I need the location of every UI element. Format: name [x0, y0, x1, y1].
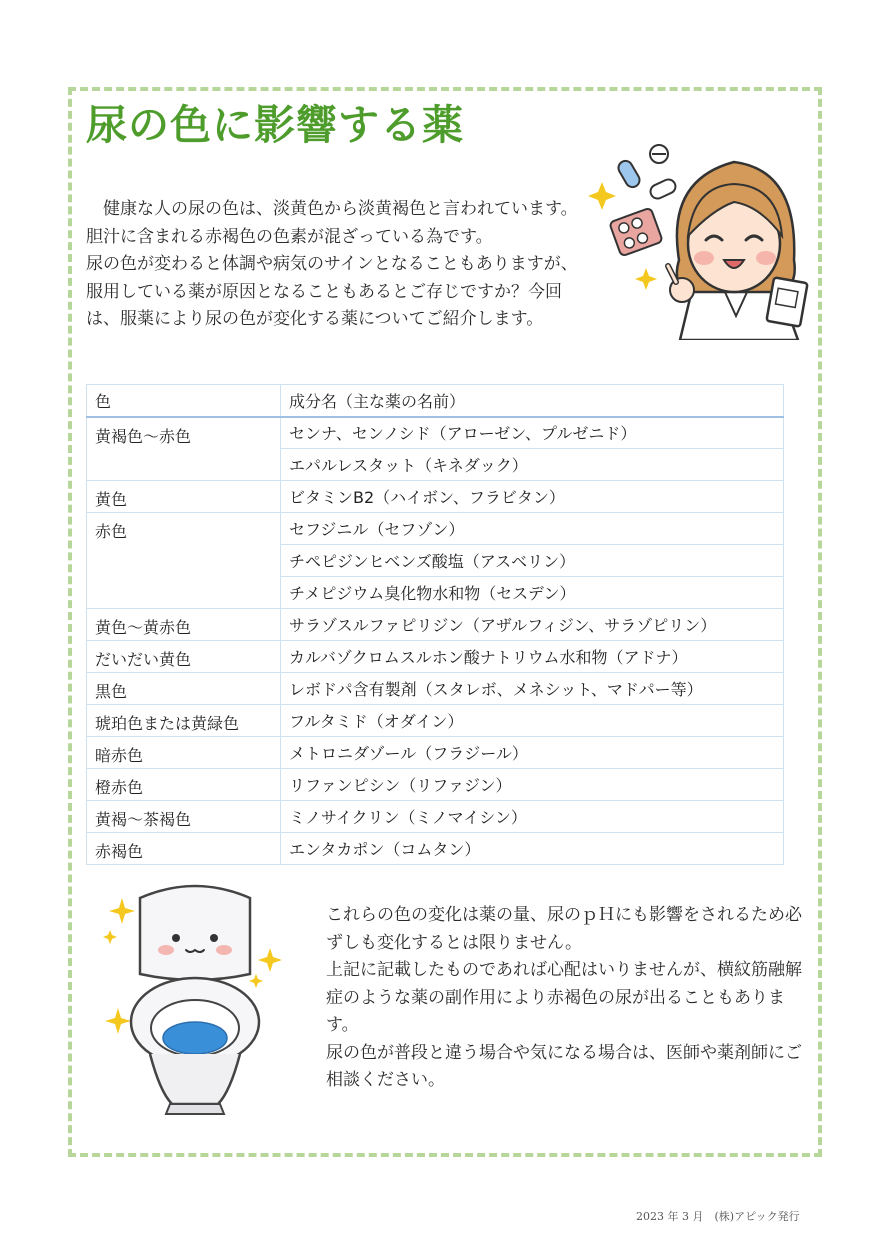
drug-cell: フルタミド（オダイン）: [281, 705, 784, 737]
drug-cell: エンタカポン（コムタン）: [281, 833, 784, 865]
table-header-row: [87, 385, 784, 417]
drug-cell: サラゾスルファピリジン（アザルフィジン、サラゾピリン）: [281, 609, 784, 641]
table-row: [87, 673, 784, 705]
drug-cell: レボドパ含有製剤（スタレボ、メネシット、マドパー等）: [281, 673, 784, 705]
drug-cell: チメピジウム臭化物水和物（セスデン）: [281, 577, 784, 609]
table-row: [87, 801, 784, 833]
drug-cell: ミノサイクリン（ミノマイシン）: [281, 801, 784, 833]
publisher-footer: 2023 年 3 月 (株)アピック発行: [636, 1210, 800, 1223]
drug-cell: カルバゾクロムスルホン酸ナトリウム水和物（アドナ）: [281, 641, 784, 673]
table-row: [87, 705, 784, 737]
color-cell: 赤色: [87, 513, 281, 609]
table-row: [87, 769, 784, 801]
toilet-illustration: [100, 878, 290, 1118]
color-cell: 黄褐～茶褐色: [87, 801, 281, 833]
color-cell: だいだい黄色: [87, 641, 281, 673]
outro-paragraph-3: 尿の色が普段と違う場合や気になる場合は、医師や薬剤師にご相談ください。: [326, 1042, 802, 1090]
color-cell: 琥珀色または黄緑色: [87, 705, 281, 737]
drug-cell: エパルレスタット（キネダック）: [281, 449, 784, 481]
drug-cell: ビタミンB2（ハイボン、フラビタン）: [281, 481, 784, 513]
header-color: 色: [87, 385, 281, 417]
color-cell: 黒色: [87, 673, 281, 705]
table-row: [87, 417, 784, 449]
intro-paragraph-1: 健康な人の尿の色は、淡黄色から淡黄褐色と言われています。胆汁に含まれる赤褐色の色素が混ざっている為です。: [86, 199, 578, 247]
page-title: 尿の色に影響する薬: [86, 101, 464, 149]
intro-text: [86, 196, 582, 334]
table-row: [87, 609, 784, 641]
drug-color-table: [86, 384, 784, 865]
table-row: [87, 513, 784, 545]
drug-cell: センナ、センノシド（アローゼン、プルゼニド）: [281, 417, 784, 449]
outro-text: [326, 902, 814, 1095]
outro-paragraph-2: 上記に記載したものであれば心配はいりませんが、横紋筋融解症のような薬の副作用により赤褐色の尿が出ることもあります。: [326, 960, 802, 1035]
drug-cell: メトロニダゾール（フラジール）: [281, 737, 784, 769]
color-cell: 黄色: [87, 481, 281, 513]
drug-cell: チペピジンヒベンズ酸塩（アスベリン）: [281, 545, 784, 577]
table-row: [87, 737, 784, 769]
color-cell: 黄褐色～赤色: [87, 417, 281, 481]
color-cell: 暗赤色: [87, 737, 281, 769]
color-cell: 黄色～黄赤色: [87, 609, 281, 641]
pharmacist-illustration: [584, 140, 814, 340]
header-ingredient: 成分名（主な薬の名前）: [281, 385, 784, 417]
drug-cell: リファンピシン（リファジン）: [281, 769, 784, 801]
table-row: [87, 641, 784, 673]
color-cell: 橙赤色: [87, 769, 281, 801]
drug-cell: セフジニル（セフゾン）: [281, 513, 784, 545]
color-cell: 赤褐色: [87, 833, 281, 865]
intro-paragraph-2: 尿の色が変わると体調や病気のサインとなることもありますが、服用している薬が原因となることもあるとご存じですか？今回は、服薬により尿の色が変化する薬についてご紹介します。: [86, 254, 578, 329]
table-row: [87, 481, 784, 513]
outro-paragraph-1: これらの色の変化は薬の量、尿のｐＨにも影響をされるため必ずしも変化するとは限りません。: [326, 905, 802, 953]
table-row: [87, 833, 784, 865]
